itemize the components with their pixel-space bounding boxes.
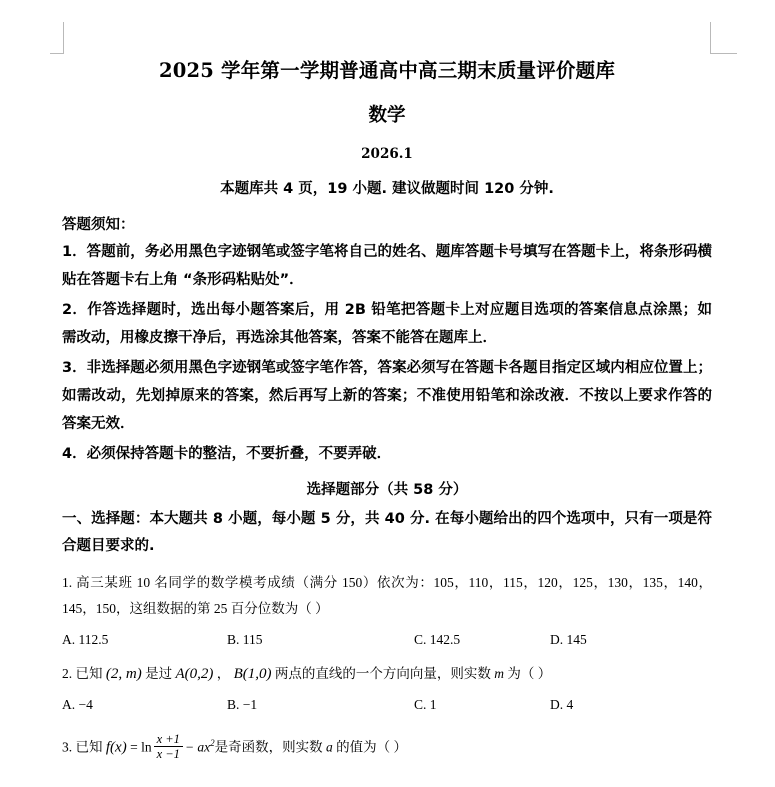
option-value: 115	[242, 632, 263, 647]
option-value: 112.5	[78, 632, 109, 647]
option-label: C.	[414, 697, 427, 712]
question-1	[62, 570, 712, 622]
question-1-stem-line2: 145，150，这组数据的第 25 百分位数为（ ）	[62, 601, 329, 616]
question-1-option-d[interactable]	[550, 629, 587, 651]
question-2-stem-suffix: 两点的直线的一个方向向量，则实数	[274, 666, 491, 681]
question-1-option-c[interactable]	[414, 629, 460, 651]
option-value: 1	[429, 697, 437, 712]
question-3-stem-prefix: 已知	[75, 739, 103, 755]
part-one-heading: 一、选择题：本大题共 8 小题，每小题 5 分，共 40 分. 在每小题给出的四个选项中，只有一项是符合题目要求的.	[62, 511, 712, 554]
question-2-option-b[interactable]	[227, 694, 257, 716]
question-3-stem-suffix: 是奇函数，则实数	[214, 739, 323, 755]
page-title: 2025 学年第一学期普通高中高三期末质量评价题库	[158, 59, 616, 82]
question-2-stem-mid: 是过	[145, 666, 173, 681]
option-label: A.	[62, 697, 76, 712]
question-1-option-a[interactable]	[62, 629, 108, 651]
notice-heading: 答题须知：	[62, 217, 135, 233]
question-1-number: 1.	[62, 575, 73, 590]
question-2-point-b: B(1,0)	[233, 666, 272, 682]
question-2-number: 2.	[62, 666, 73, 681]
fraction-numerator: x +1	[156, 731, 180, 746]
crop-mark-top-right	[710, 22, 737, 54]
exam-meta-line: 本题库共 4 页，19 小题. 建议做题时间 120 分钟.	[220, 181, 554, 197]
option-value: −4	[78, 697, 93, 712]
option-value: 4	[566, 697, 574, 712]
question-2-option-a[interactable]	[62, 694, 93, 716]
option-label: C.	[414, 632, 427, 647]
crop-mark-horizontal	[710, 53, 737, 54]
question-3-number: 3.	[62, 739, 73, 755]
question-3-variable: a	[326, 739, 333, 755]
question-3	[62, 728, 712, 763]
question-2-variable: m	[494, 666, 505, 681]
question-2	[62, 661, 712, 687]
question-3-minus-term: − ax	[184, 739, 211, 755]
question-2-option-c[interactable]	[414, 694, 437, 716]
document-body	[62, 0, 712, 763]
exam-date: 2026.1	[361, 146, 413, 162]
question-3-stem-end: 的值为（ ）	[336, 739, 408, 755]
notice-item-2: 2．作答选择题时，选出每小题答案后，用 2B 铅笔把答题卡上对应题目选项的答案信息点涂黑；如需改动，用橡皮擦干净后，再选涂其他答案，答案不能答在题库上．	[62, 302, 712, 346]
question-2-option-d[interactable]	[550, 694, 573, 716]
fraction-denominator: x −1	[154, 746, 183, 761]
question-2-stem-prefix: 已知	[75, 666, 103, 681]
option-value: 142.5	[429, 632, 461, 647]
notice-item-4: 4．必须保持答题卡的整洁，不要折叠，不要弄破．	[62, 446, 392, 462]
option-label: B.	[227, 632, 240, 647]
question-3-equals-ln: = ln	[130, 739, 152, 755]
subject-title: 数学	[368, 105, 406, 126]
option-value: −1	[242, 697, 258, 712]
question-1-stem-line1: 高三某班 10 名同学的数学模考成绩（满分 150）依次为：105，110，115，120，125，130，135，140，	[76, 575, 713, 590]
question-3-function: f(x)	[105, 739, 127, 756]
question-3-exponent: 2	[210, 738, 215, 748]
question-2-direction-vector: (2, m)	[105, 666, 142, 682]
question-1-options	[62, 629, 712, 651]
question-2-point-a: A(0,2)	[175, 666, 214, 682]
question-2-stem-end: 为（ ）	[507, 666, 552, 681]
notice-item-1: 1．答题前，务必用黑色字迹钢笔或签字笔将自己的姓名、题库答题卡号填写在答题卡上，将条形码横贴在答题卡右上角 “条形码粘贴处”．	[62, 244, 712, 288]
notice-item-3: 3．非选择题必须用黑色字迹钢笔或签字笔作答，答案必须写在答题卡各题目指定区域内相应位置上；如需改动，先划掉原来的答案，然后再写上新的答案；不准使用铅笔和涂改液．不按以上要求作答的答案无效．	[62, 360, 712, 432]
question-3-fraction	[154, 732, 183, 761]
option-label: B.	[227, 697, 240, 712]
question-1-option-b[interactable]	[227, 629, 263, 651]
choice-part-heading: 选择题部分（共 58 分）	[306, 482, 468, 498]
question-2-options	[62, 694, 712, 716]
question-2-separator: ，	[216, 666, 231, 681]
option-label: A.	[62, 632, 76, 647]
option-label: D.	[550, 697, 564, 712]
option-label: D.	[550, 632, 564, 647]
option-value: 145	[566, 632, 587, 647]
